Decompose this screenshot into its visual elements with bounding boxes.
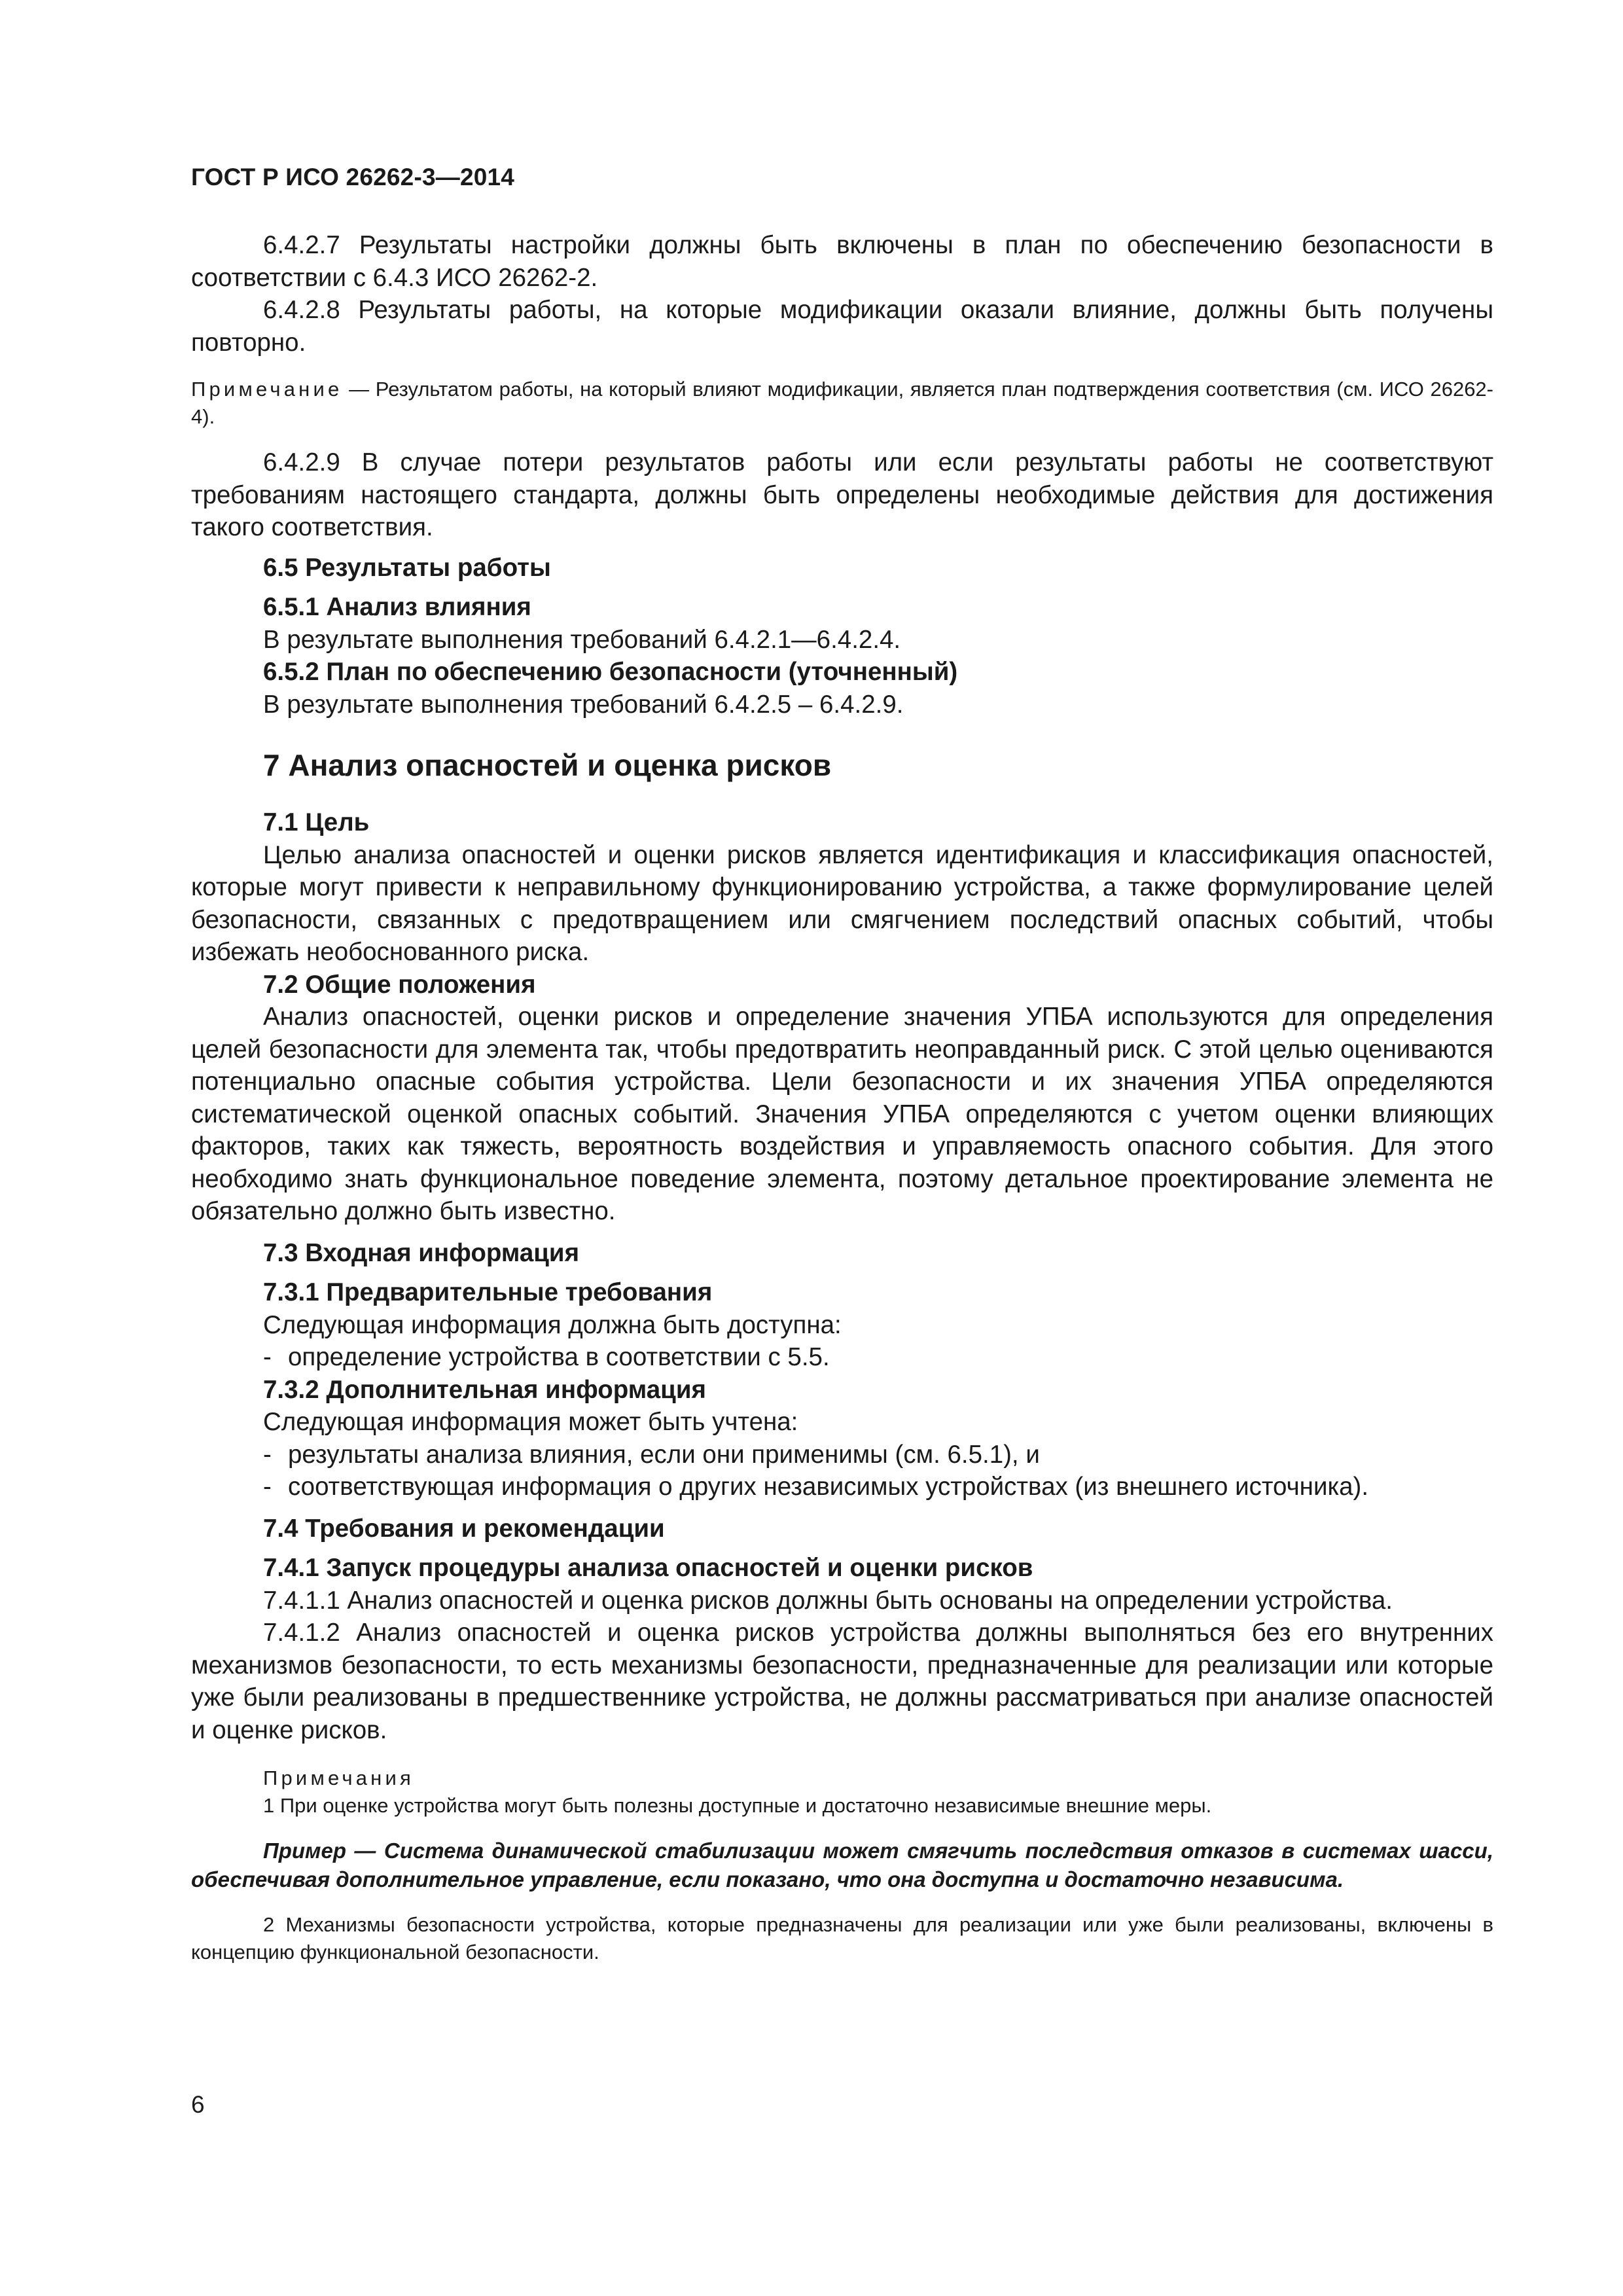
paragraph-7-2: Анализ опасностей, оценки рисков и определение значения УПБА используются для определения целей безопасности для элемента так, чтобы предотвратить неоправданный риск. С этой целью оцениваются потенциально опасные события устройства. Цели безопасности и их значения УПБА определяются систематической оценкой опасных событий. Значения УПБА определяются с учетом оценки влияющих факторов, таких как тяжесть, вероятность воздействия и управляемость опасного события. Для этого необходимо знать функциональное поведение элемента, поэтому детальное проектирование элемента не обязательно должно быть известно.	[191, 1003, 1493, 1225]
paragraph-6-4-2-8: 6.4.2.8 Результаты работы, на которые модификации оказали влияние, должны быть получены повторно.	[191, 296, 1493, 357]
paragraph-7-3-2: Следующая информация может быть учтена:	[263, 1408, 798, 1436]
notes-label: Примечания	[263, 1767, 414, 1789]
paragraph-6-4-2-7: 6.4.2.7 Результаты настройки должны быть включены в план по обеспечению безопасности в соответствии с 6.4.3 ИСО 26262-2.	[191, 231, 1493, 292]
paragraph-7-1: Целью анализа опасностей и оценки рисков является идентификация и классификация опасностей, которые могут привести к неправильному функционированию устройства, а также формулирование целей безопасности, связанных с предотвращением или смягчением последствий опасных событий, чтобы избежать необоснованного риска.	[191, 840, 1493, 966]
list-item-text: определение устройства в соответствии с 5.5.	[288, 1343, 830, 1371]
list-item: - соответствующая информация о других независимых устройствах (из внешнего источника).	[263, 1473, 1369, 1501]
note-block	[191, 376, 1493, 431]
section-heading-7-4: 7.4 Требования и рекомендации	[263, 1514, 665, 1543]
section-heading-7-1: 7.1 Цель	[263, 808, 370, 836]
paragraph-6-4-2-9: 6.4.2.9 В случае потери результатов работы или если результаты работы не соответствуют требованиям настоящего стандарта, должны быть определены необходимые действия для достижения такого соответствия.	[191, 448, 1493, 541]
list-item: - результаты анализа влияния, если они применимы (см. 6.5.1), и	[263, 1440, 1040, 1469]
paragraph-7-4-1-1: 7.4.1.1 Анализ опасностей и оценка рисков должны быть основаны на определении устройства.	[263, 1586, 1393, 1615]
list-item-text: соответствующая информация о других независимых устройствах (из внешнего источника).	[288, 1473, 1369, 1501]
section-heading-6-5-2: 6.5.2 План по обеспечению безопасности (уточненный)	[263, 658, 958, 686]
paragraph-7-4-1-2: 7.4.1.2 Анализ опасностей и оценка рисков устройства должны выполняться без его внутренних механизмов безопасности, то есть механизмы безопасности, предназначенные для реализации или которые уже были реализованы в предшественнике устройства, не должны рассматриваться при анализе опасностей и оценке рисков.	[191, 1619, 1493, 1744]
section-heading-7-4-1: 7.4.1 Запуск процедуры анализа опасностей и оценки рисков	[263, 1554, 1033, 1582]
example-block: Пример — Система динамической стабилизации может смягчить последствия отказов в системах шасси, обеспечивая дополнительное управление, если показано, что она доступна и достаточно независима.	[191, 1839, 1493, 1892]
section-heading-6-5-1: 6.5.1 Анализ влияния	[263, 593, 531, 621]
list-item: - определение устройства в соответствии с 5.5.	[263, 1343, 830, 1371]
note-item-2: 2 Механизмы безопасности устройства, которые предназначены для реализации или уже были реализованы, включены в концепцию функциональной безопасности.	[191, 1913, 1493, 1964]
section-heading-7-3: 7.3 Входная информация	[263, 1238, 580, 1267]
note-label: Примечание	[191, 378, 343, 401]
section-heading-7-3-2: 7.3.2 Дополнительная информация	[263, 1375, 706, 1404]
list-item-text: результаты анализа влияния, если они применимы (см. 6.5.1), и	[288, 1440, 1040, 1469]
paragraph-6-5-1: В результате выполнения требований 6.4.2.1—6.4.2.4.	[263, 625, 901, 654]
page-content	[191, 229, 1493, 1966]
chapter-heading-7: 7 Анализ опасностей и оценка рисков	[263, 748, 832, 782]
section-heading-7-3-1: 7.3.1 Предварительные требования	[263, 1278, 713, 1306]
page-number: 6	[191, 2091, 205, 2118]
document-header: ГОСТ Р ИСО 26262-3—2014	[191, 164, 515, 190]
section-heading-7-2: 7.2 Общие положения	[263, 970, 536, 999]
note-item-1: 1 При оценке устройства могут быть полезны доступные и достаточно независимые внешние меры.	[263, 1794, 1212, 1817]
paragraph-7-3-1: Следующая информация должна быть доступна:	[263, 1310, 842, 1339]
section-heading-6-5: 6.5 Результаты работы	[263, 553, 551, 582]
note-text: — Результатом работы, на который влияют модификации, является план подтверждения соответствия (см. ИСО 26262-4).	[191, 378, 1493, 428]
paragraph-6-5-2: В результате выполнения требований 6.4.2.5 – 6.4.2.9.	[263, 690, 904, 719]
